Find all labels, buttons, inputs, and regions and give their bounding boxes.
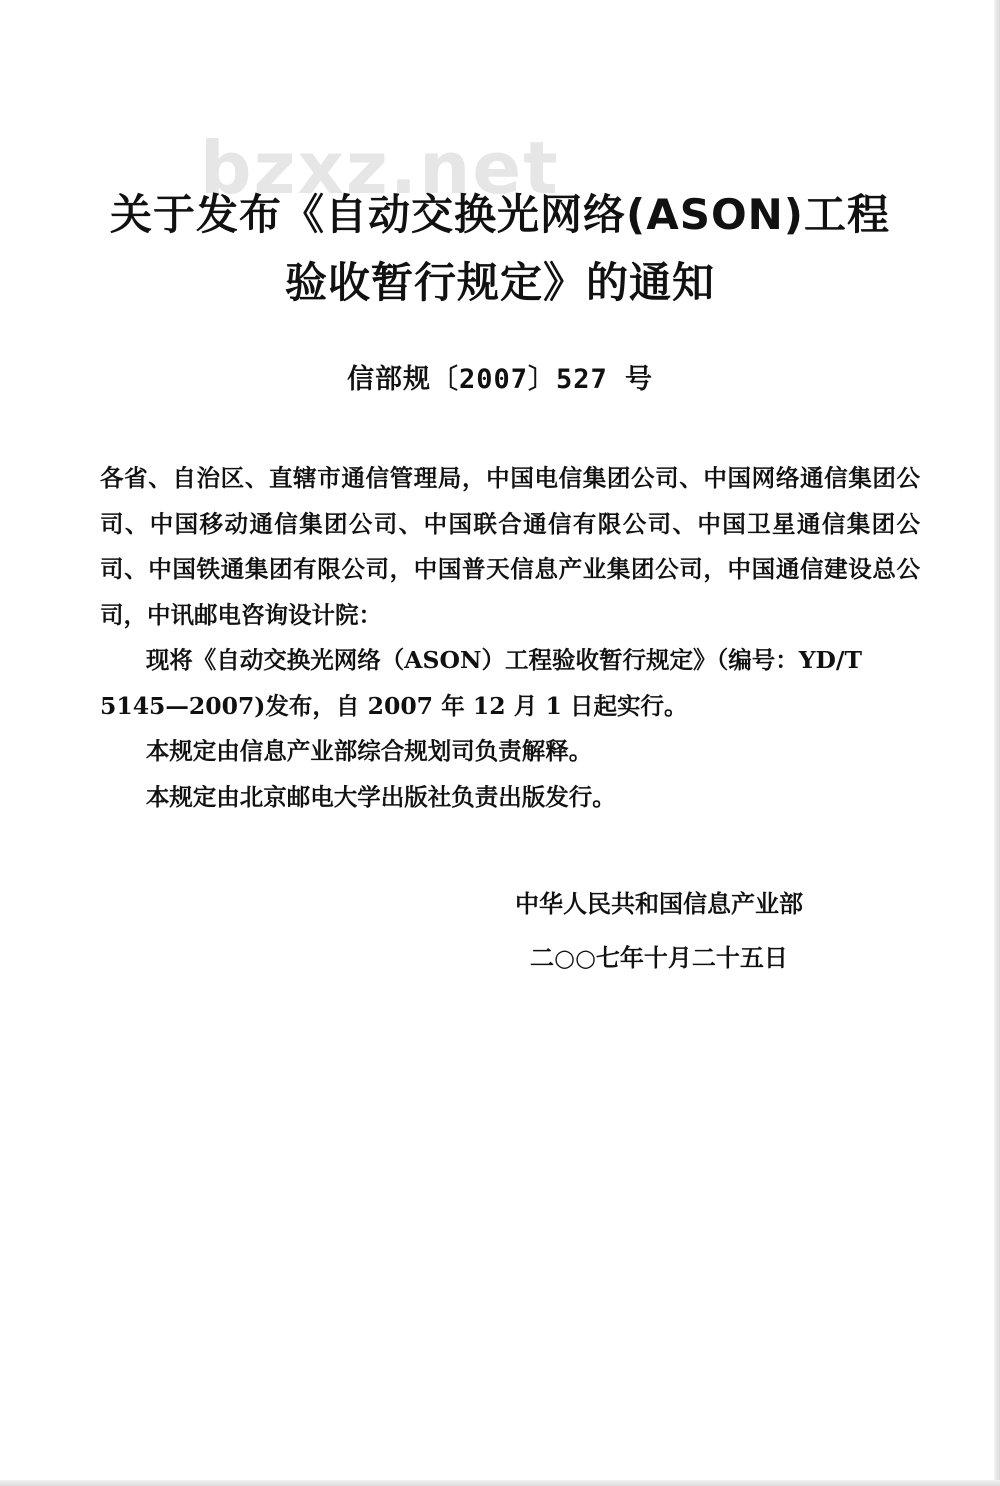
- watermark: bzxz.net: [200, 126, 560, 210]
- notice-body: [100, 456, 920, 820]
- issuing-authority: 中华人民共和国信息产业部: [515, 889, 803, 918]
- body-paragraph: 本规定由信息产业部综合规划司负责解释。: [145, 737, 593, 765]
- body-paragraph: 本规定由北京邮电大学出版社负责出版发行。: [145, 782, 616, 811]
- page-edge-right: [994, 0, 1000, 1486]
- notice-title-line-1: 关于发布《自动交换光网络(ASON)工程: [110, 190, 890, 239]
- addressee-list: 各省、自治区、直辖市通信管理局，中国电信集团公司、中国网络通信集团公司、中国移动通信集团公司、中国联合通信有限公司、中国卫星通信集团公司、中国铁通集团有限公司，中国普天信息产业集团公司，中国通信建设总公司，中讯邮电咨询设计院：: [100, 464, 920, 629]
- document-number: 信部规〔2007〕527 号: [346, 364, 654, 395]
- issue-date: 二○○七年十月二十五日: [530, 943, 788, 972]
- body-paragraph: 现将《自动交换光网络（ASON）工程验收暂行规定》（编号：YD/T 5145—2007)发布，自 2007 年 12 月 1 日起实行。: [100, 646, 862, 720]
- page-edge-bottom: [0, 1480, 1000, 1486]
- notice-title-line-2: 验收暂行规定》的通知: [284, 258, 715, 307]
